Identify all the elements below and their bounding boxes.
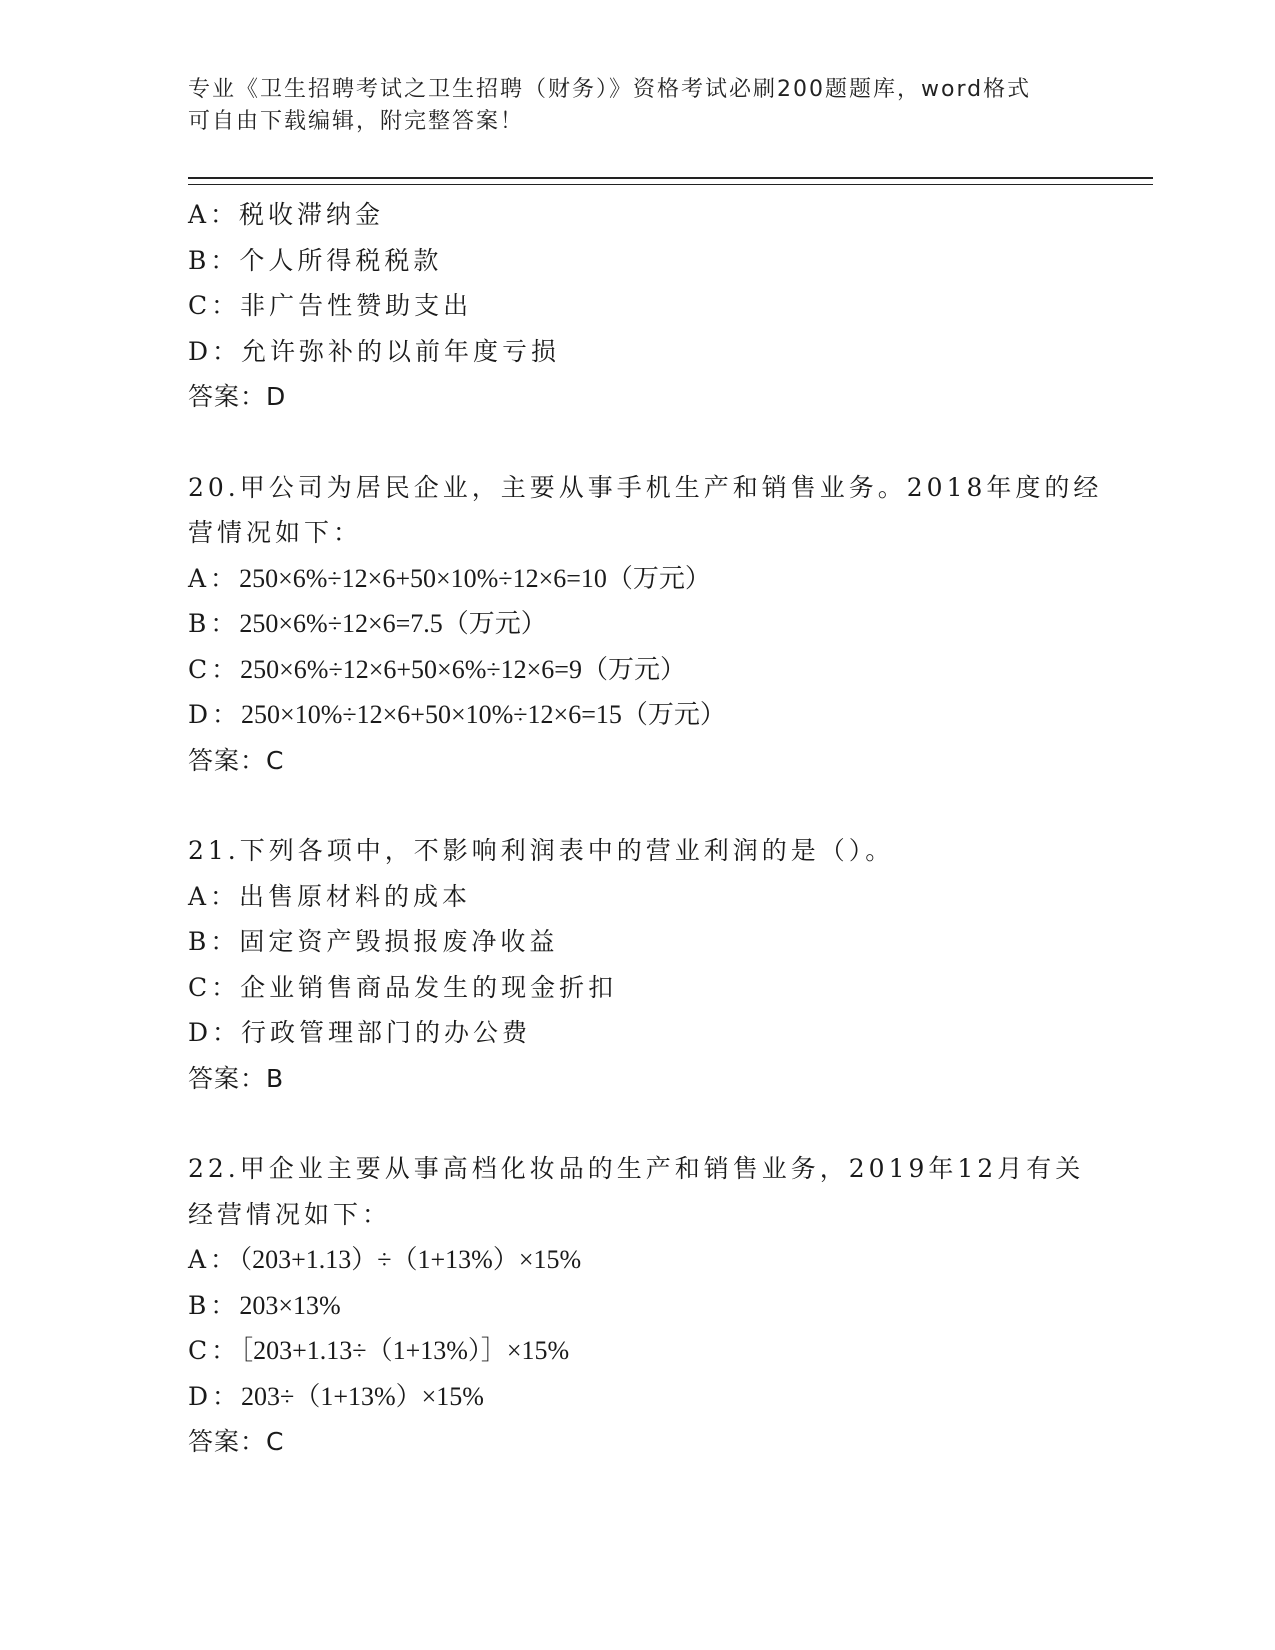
option-c [188, 647, 1128, 693]
option-text: 203÷（1+13%）×15% [241, 1381, 484, 1411]
answer: 答案：C [188, 745, 285, 775]
option-d: D：行政管理部门的办公费 [188, 1018, 532, 1047]
option-label: A： [188, 563, 240, 593]
option-a: A：税收滞纳金 [188, 200, 385, 229]
option-label: B： [188, 609, 240, 638]
answer: 答案：D [188, 382, 287, 411]
document-body [188, 192, 1128, 1465]
spacer [188, 1101, 1128, 1146]
option-c: C：企业销售商品发生的现金折扣 [188, 972, 618, 1002]
question-stem-line-1: 22.甲企业主要从事高档化妆品的生产和销售业务，2019年12月有关 [188, 1154, 1085, 1183]
option-text: 250×6%÷12×6+50×10%÷12×6=10（万元） [239, 563, 711, 593]
question-stem-line-2: 营情况如下： [188, 518, 363, 547]
option-label: D： [188, 1381, 242, 1411]
spacer [188, 420, 1128, 465]
question-21 [188, 828, 1128, 1101]
header-line-1: 专业《卫生招聘考试之卫生招聘（财务）》资格考试必刷200题题库，word格式 [188, 77, 1032, 102]
answer: 答案：B [188, 1063, 285, 1093]
option-a [188, 556, 1128, 602]
option-d: D：允许弥补的以前年度亏损 [188, 336, 561, 366]
question-20 [188, 465, 1128, 784]
option-text: 203×13% [239, 1290, 341, 1320]
option-text: 250×10%÷12×6+50×10%÷12×6=15（万元） [241, 700, 726, 729]
header-divider [188, 177, 1153, 185]
option-d [188, 1374, 1128, 1420]
option-b [188, 601, 1128, 647]
question-stem-line-2: 经营情况如下： [188, 1199, 392, 1229]
option-c: C：非广告性赞助支出 [188, 291, 473, 320]
option-a: A：出售原材料的成本 [188, 881, 472, 911]
spacer [188, 783, 1128, 828]
option-label: B： [188, 1290, 240, 1320]
page-header [188, 74, 1088, 138]
option-label: D： [188, 700, 242, 729]
option-d [188, 692, 1128, 738]
option-label: C： [188, 654, 241, 684]
question-stem-line-1: 20.甲公司为居民企业，主要从事手机生产和销售业务。2018年度的经 [188, 472, 1103, 502]
answer: 答案：C [188, 1427, 285, 1456]
question-stem-line-1: 21.下列各项中，不影响利润表中的营业利润的是（）。 [188, 836, 895, 865]
option-c [188, 1328, 1128, 1374]
option-b: B：个人所得税税款 [188, 245, 443, 275]
option-b: B：固定资产毁损报废净收益 [188, 927, 559, 956]
option-label: C： [188, 1336, 241, 1365]
option-text: ［203+1.13÷（1+13%）］×15% [240, 1336, 570, 1365]
option-label: A： [188, 1245, 240, 1274]
header-line-2: 可自由下载编辑，附完整答案！ [188, 109, 525, 134]
question-22 [188, 1146, 1128, 1465]
option-text: 250×6%÷12×6+50×6%÷12×6=9（万元） [240, 654, 686, 684]
question-19 [188, 192, 1128, 420]
option-text: 250×6%÷12×6=7.5（万元） [239, 609, 547, 638]
option-text: （203+1.13）÷（1+13%）×15% [239, 1245, 582, 1274]
option-b [188, 1283, 1128, 1329]
option-a [188, 1237, 1128, 1283]
